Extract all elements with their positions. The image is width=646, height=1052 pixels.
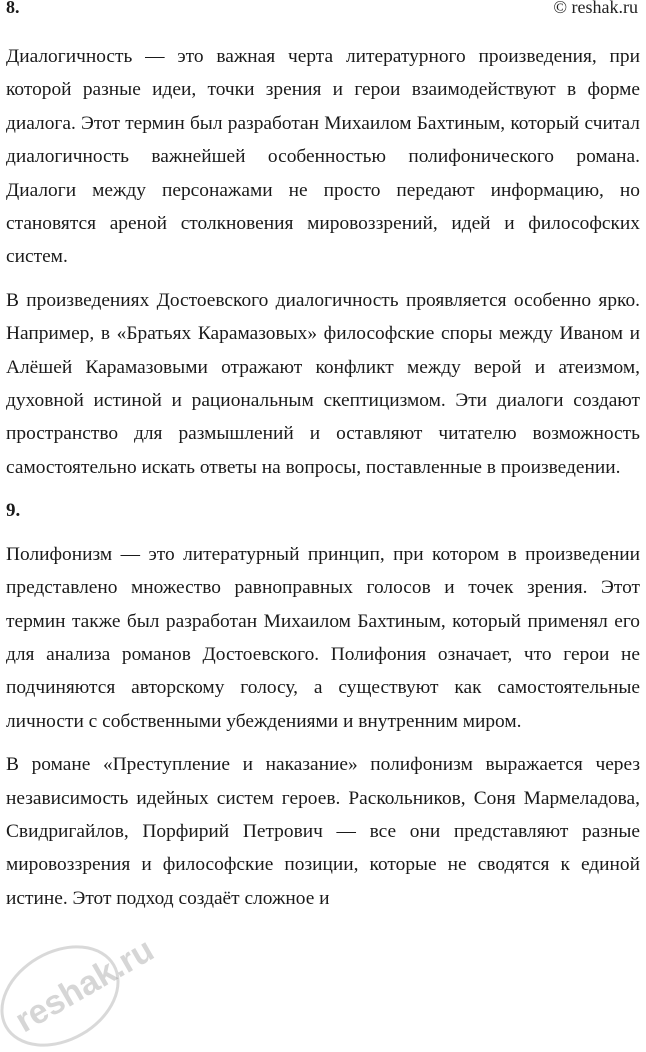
section-9-paragraph-2: В романе «Преступление и наказание» полифонизм выражается через независимость идейных систем героев. Раскольников, Соня Мармеладова, Свидригайлов, Порфирий Петрович — все они представляют разные мировоззрения и философские позиции, которые не сводятся к единой истине. Этот подход создаёт сложное и [6,754,640,909]
task-number-8: 8. [6,0,20,17]
section-9-paragraph-1: Полифонизм — это литературный принцип, при котором в произведении представлено множество равноправных голосов и точек зрения. Этот термин также был разработан Михаилом Бахтиным, который применял его для анализа романов Достоевского. Полифония означает, что герои не подчиняются авторскому голосу, а существуют как самостоятельные личности с собственными убеждениями и внутренним миром. [6,543,640,732]
reshak-watermark-logo [0,918,180,1048]
page-header [6,0,640,22]
site-watermark: © reshak.ru [553,0,638,17]
task-number-9: 9. [6,500,21,522]
section-8-paragraph-1: Диалогичность — это важная черта литературного произведения, при которой разные идеи, точки зрения и герои взаимодействуют в форме диалога. Этот термин был разработан Михаилом Бахтиным, который считал диалогичность важнейшей особенностью полифонического романа. Диалоги между персонажами не просто передают информацию, но становятся ареной столкновения мировоззрений, идей и философских систем. [6,46,640,268]
section-8-paragraph-2: В произведениях Достоевского диалогичность проявляется особенно ярко. Например, в «Братьях Карамазовых» философские споры между Иваном и Алёшей Карамазовыми отражают конфликт между верой и атеизмом, духовной истиной и рациональным скептицизмом. Эти диалоги создают пространство для размышлений и оставляют читателю возможность самостоятельно искать ответы на вопросы, поставленные в произведении. [6,289,640,478]
document-body [6,40,640,925]
watermark-ring-icon [0,927,136,1048]
watermark-logo-text: reshak.ru [8,930,161,1041]
